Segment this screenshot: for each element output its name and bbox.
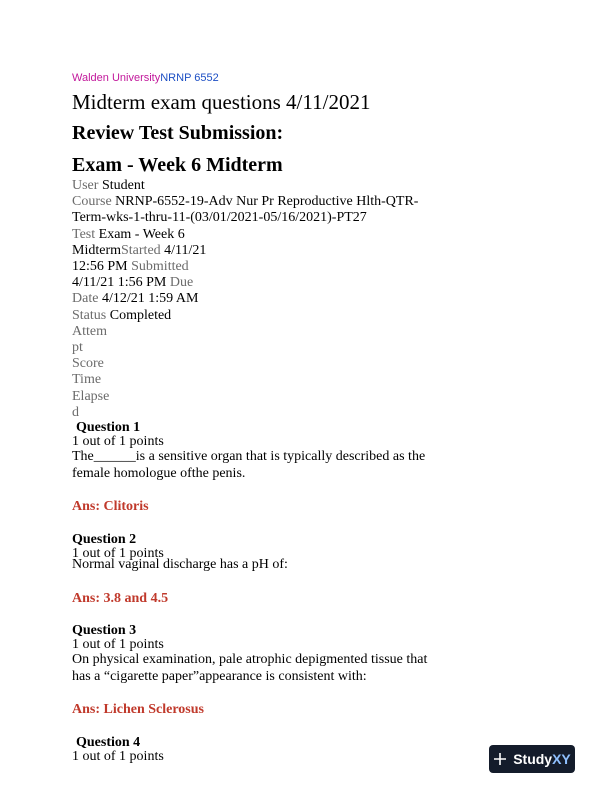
question-title: Question 4 bbox=[76, 735, 141, 750]
answer-1: Ans: Clitoris bbox=[72, 499, 149, 514]
test-value-cont: Midterm bbox=[72, 242, 121, 258]
due-label-cont: Date bbox=[72, 291, 99, 307]
submission-details bbox=[72, 178, 492, 421]
question-points: 1 out of 1 points bbox=[72, 546, 164, 561]
question-text-cont: female homologue ofthe penis. bbox=[72, 466, 246, 481]
review-heading: Review Test Submission: bbox=[72, 122, 284, 144]
score-label: Score bbox=[72, 356, 104, 372]
attempt-label-cont: pt bbox=[72, 340, 83, 356]
document-title: Midterm exam questions 4/11/2021 bbox=[72, 90, 371, 114]
question-title: Question 2 bbox=[72, 532, 137, 547]
course-value: NRNP-6552-19-Adv Nur Pr Reproductive Hlth-QTR- bbox=[115, 194, 419, 210]
answer-3: Ans: Lichen Sclerosus bbox=[72, 702, 204, 717]
badge-brand-accent: XY bbox=[552, 751, 571, 767]
badge-brand bbox=[513, 751, 571, 767]
question-points: 1 out of 1 points bbox=[72, 637, 164, 652]
studyxy-badge[interactable] bbox=[489, 745, 575, 773]
elapsed-label-cont: d bbox=[72, 404, 79, 420]
question-text-cont: has a “cigarette paper”appearance is consistent with: bbox=[72, 669, 367, 684]
time-label: Time bbox=[72, 372, 102, 388]
question-3 bbox=[72, 623, 492, 685]
started-label: Started bbox=[121, 242, 161, 258]
submitted-value: 4/11/21 1:56 PM bbox=[72, 275, 167, 291]
question-title: Question 1 bbox=[76, 420, 141, 435]
user-value: Student bbox=[101, 178, 145, 193]
started-time: 12:56 PM bbox=[72, 259, 128, 275]
plus-logo-icon bbox=[493, 752, 507, 766]
due-value: 4/12/21 1:59 AM bbox=[101, 291, 199, 307]
question-1 bbox=[72, 420, 492, 482]
question-points: 1 out of 1 points bbox=[72, 434, 164, 449]
course-label: Course bbox=[72, 194, 112, 210]
question-4 bbox=[72, 735, 492, 763]
course-code: NRNP 6552 bbox=[160, 72, 219, 84]
submitted-label: Submitted bbox=[131, 259, 189, 275]
test-label: Test bbox=[72, 226, 96, 242]
question-title: Question 3 bbox=[72, 623, 137, 638]
test-value: Exam - Week 6 bbox=[98, 226, 185, 242]
due-label: Due bbox=[169, 275, 194, 291]
user-label: User bbox=[72, 178, 99, 193]
university-name: Walden University bbox=[72, 72, 161, 84]
question-points: 1 out of 1 points bbox=[72, 749, 164, 764]
started-date: 4/11/21 bbox=[164, 242, 207, 258]
exam-heading: Exam - Week 6 Midterm bbox=[72, 154, 283, 176]
status-value: Completed bbox=[109, 307, 172, 323]
status-label: Status bbox=[72, 307, 107, 323]
question-text: On physical examination, pale atrophic depigmented tissue that bbox=[72, 652, 428, 667]
course-value-cont: Term-wks-1-thru-11-(03/01/2021-05/16/2021)-PT27 bbox=[72, 210, 367, 226]
elapsed-label: Elapse bbox=[72, 388, 110, 404]
question-text: The______is a sensitive organ that is typically described as the bbox=[72, 449, 426, 464]
document-header bbox=[72, 72, 219, 84]
attempt-label: Attem bbox=[72, 323, 107, 339]
question-2 bbox=[72, 532, 492, 573]
badge-brand-part: Study bbox=[513, 751, 553, 767]
answer-2: Ans: 3.8 and 4.5 bbox=[72, 591, 169, 606]
question-text: Normal vaginal discharge has a pH of: bbox=[72, 557, 288, 572]
